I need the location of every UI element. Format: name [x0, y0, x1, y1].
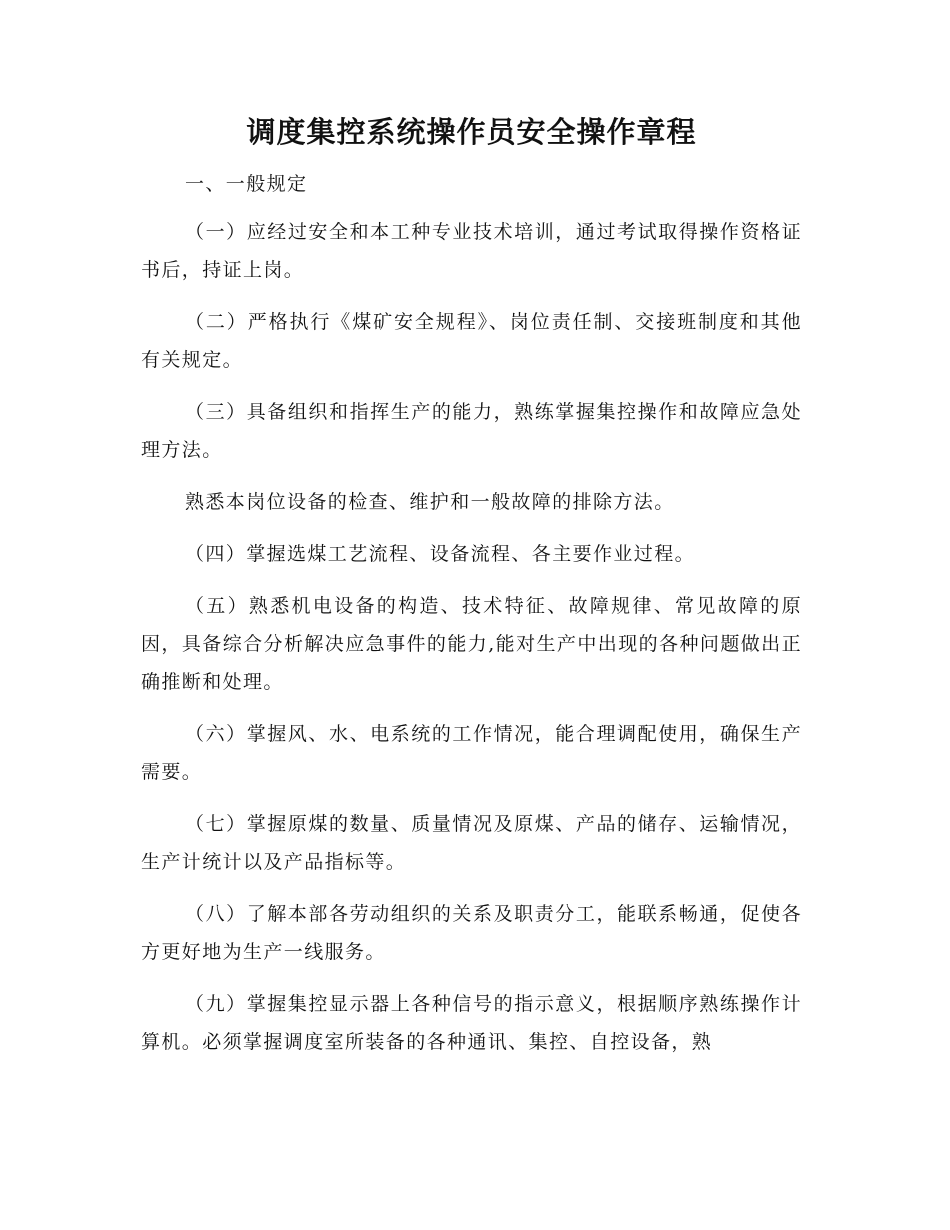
document-title: 调度集控系统操作员安全操作章程 — [246, 115, 697, 149]
paragraph-1: （一）应经过安全和本工种专业技术培训，通过考试取得操作资格证书后，持证上岗。 — [141, 221, 802, 281]
paragraph-7: （六）掌握风、水、电系统的工作情况，能合理调配使用，确保生产需要。 — [141, 723, 802, 783]
paragraph-9: （八）了解本部各劳动组织的关系及职责分工，能联系畅通，促使各方更好地为生产一线服务。 — [141, 903, 802, 963]
paragraph-8: （七）掌握原煤的数量、质量情况及原煤、产品的储存、运输情况，生产计统计以及产品指标等。 — [141, 813, 802, 873]
paragraph-5: （四）掌握选煤工艺流程、设备流程、各主要作业过程。 — [185, 543, 696, 565]
paragraph-4: 熟悉本岗位设备的检查、维护和一般故障的排除方法。 — [185, 491, 675, 513]
paragraph-3: （三）具备组织和指挥生产的能力，熟练掌握集控操作和故障应急处理方法。 — [141, 401, 802, 461]
paragraph-2: （二）严格执行《煤矿安全规程》、岗位责任制、交接班制度和其他有关规定。 — [141, 311, 802, 371]
paragraph-10: （九）掌握集控显示器上各种信号的指示意义，根据顺序熟练操作计算机。必须掌握调度室所装备的各种通讯、集控、自控设备，熟 — [141, 993, 802, 1053]
section-heading: 一、一般规定 — [185, 173, 308, 195]
paragraph-6: （五）熟悉机电设备的构造、技术特征、故障规律、常见故障的原因，具备综合分析解决应急事件的能力,能对生产中出现的各种问题做出正确推断和处理。 — [141, 595, 802, 693]
